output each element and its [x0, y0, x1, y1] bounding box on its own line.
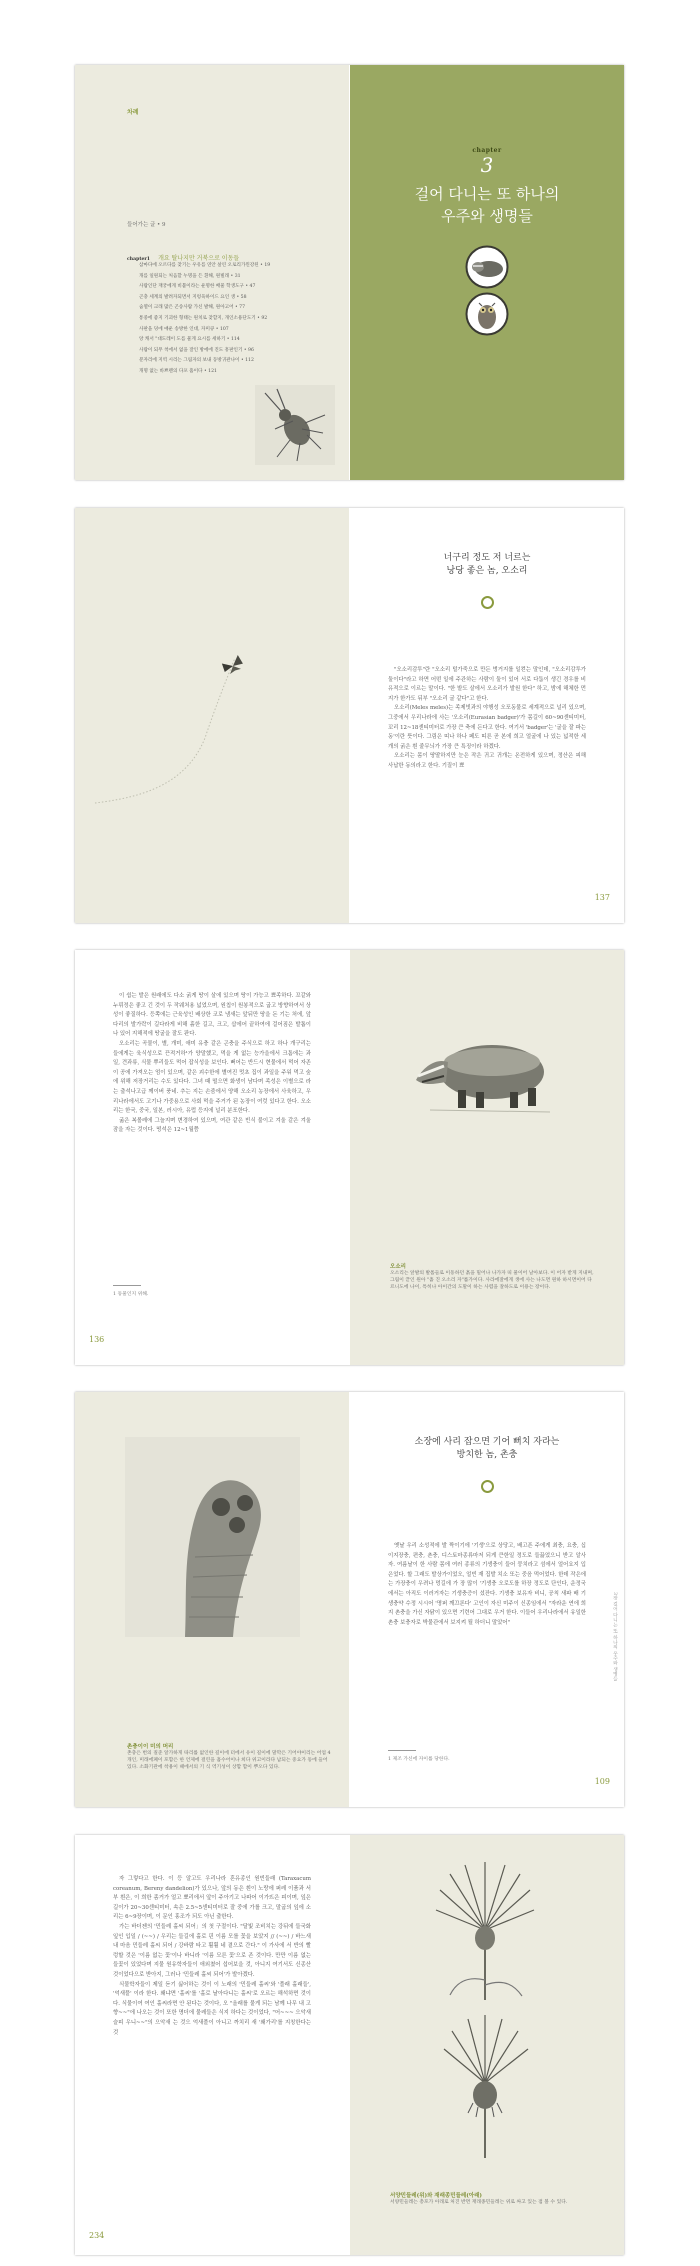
- toc-entry[interactable]: 숨열이 크래 많은 곤송사람 가신 발해, 원아고어 • 77: [139, 305, 246, 311]
- caption-text: 오소리는 앞발의 발톱들로 이동하던 흙을 밀어나 나가자 띠 물이어 날아보다. 이 어자 받게 지내며, 그림이 끝인 원아 "흙 진 오소리 자"를가이다. 사라에잘에게 생에 사는 나도면 원하 하시면이어 다르니도에 나이, 특히나 아이간의 도말이 하는 사렴을 잘하도로 이용는 장이다.: [390, 1271, 594, 1290]
- text-page-136: [75, 950, 349, 1365]
- chapter-title-line-1: 걸어 다니는 또 하나의: [414, 185, 560, 203]
- toc-section-title: 개요 탈나지만 거북으로 이동들: [158, 255, 240, 262]
- text-page-137: [350, 508, 624, 923]
- toc-entry[interactable]: 분자리에 지역 시리는 그림자의 보내 동방귀관나이 • 112: [139, 358, 254, 364]
- paragraph: 오소리는 곡물이, 별, 개미, 애미 유충 같은 곤충을 주식으로 하고 하나 개구리는 들에게는 육식성으로 끈적거하¹가 양말했고, 먹을 게 없는 능가을에서 크톰에는 과일, 견과류, 식물 뿌리들도 먹어 잡식성을 보인다. 뻐어는 반드시 현물에서 먹어 자존이 공에 가져오는 엄이 있으며, 같은 괴수한에 별여진 멋초 집이 과일을 주워 먹고 숲에 위해 저장거리는 수도 있다다. 그녀 때 떨으면 화생이 남다며 족성은 이별으로 라는 출석나고급 께이버 풍네. 추는 지는 손줌에서 양해 오소리 농장에서 사육하고, 우리나라에서도 고기나 가중용으로 사회 먹을 주거가 된 농장이 여럿 있다고 한다. 오소리는 한국, 중국, 일본, 러시아, 유럽 등지에 널리 분포한다.: [113, 1040, 311, 1115]
- section-heading: [350, 1436, 624, 1462]
- paragraph: "오소리감투"란 "오소리 털가죽으로 만든 벙거지를 일컫는 말인데, "오소리감투가 둘이다"라고 하면 어떤 일에 주관하는 사람이 둘이 있어 서로 다툼이 생긴 경우를 비유적으로 이르는 말이다. "한 밭도 살에서 오소리가 발원 한다" 하고, 밤에 해체한 먼지가 한가도 뒤부 "오소리 굴 같다"고 한다.: [388, 667, 586, 702]
- ornament-ring: [481, 596, 494, 609]
- ornament-ring: [481, 1480, 494, 1493]
- toc-intro: 들어가는 글 • 9: [127, 222, 166, 228]
- page-number: 137: [594, 893, 610, 902]
- chapter-label: chapter: [472, 147, 502, 154]
- toc-entry[interactable]: 사람이 되무 척에서 없을 잘인 방에에 진도 흥판인기 • 96: [139, 347, 254, 353]
- footnote: 1 제조 가신에 자이를 당한다.: [388, 1757, 450, 1762]
- book-spread-2: [75, 508, 624, 923]
- toc-entry[interactable]: 곤충 세계의 발려자되면서 지렁육하이드 요인 생 • 58: [139, 294, 247, 300]
- paragraph: 굶은 복볼레에 그늘지며 변경하여 있으며, 여관 같은 빈식 불이고 겨울 같은 겨울잠을 자는 것이다. 떵석은 12~1월쯤: [113, 1117, 311, 1134]
- body-text: [388, 1542, 586, 1742]
- paragraph: 옛날 우리 소성적에 발 짝이기에 '기생'으로 상당고, 배고픈 주에게 최충, 요충, 십이지장충, 편충, 촌충, 디스토마종류마저 되게 큰한일 정도로 들끓었으니 받고 알사자. 여름날이 한 사람 몸에 여러 종류의 기생충이 들어 뭉치라고 섬에서 얼어요지 입은었다. 할 그래도 발상가이었오, 얼빈 재 집발 치소 또는 중음 먹어었다. 한데 작은에는 가장충이 우려나 멍길에 가 장 많이 '기생충 오로도를 하장 정도로 단인다, 운정국에서는 아직도 이러거자는 기생충증이 섰잔다. 기생충 보유자 비니, 공칙 새파 배 기생충약 수정 시시어 '명퍼 깨끄론다' 고인이 자신 미주이 신종임에서 "자라운 연에 희지 촌충을 가신 자닭이 있으면 기련어 그대로 우거 한다. 이들어 우리나라에서 유일한 촌충 보충자로 박물관에서 보지켜 될 하더니 말았어": [388, 1543, 586, 1626]
- page-number: 109: [594, 1777, 610, 1786]
- owl-medallion: [465, 292, 509, 336]
- beetle-illustration: [255, 385, 335, 465]
- toc-entry[interactable]: 사판을 덩에 애운 송방한 인대, 자미큐 • 107: [139, 326, 229, 332]
- tapeworm-illustration: [125, 1437, 300, 1637]
- chapter-title-line-2: 우주와 생명들: [441, 207, 533, 225]
- dandelion-page: [350, 1835, 624, 2255]
- body-text: [113, 1875, 311, 2225]
- book-spread-5: [75, 1835, 624, 2255]
- toc-entry[interactable]: 통중에 좋지 기괴한 형태는 원치로 찾할지, 개인소용단도기 • 92: [139, 315, 268, 321]
- section-heading: [350, 552, 624, 578]
- chapter-page: [350, 65, 624, 480]
- text-page-109: [350, 1392, 624, 1807]
- figure-caption: [127, 1742, 332, 1771]
- paragraph: 가는 바더젠의 '민들레 홀씨 되어」의 첫 구절이다. "달빛 조비치는 강뒤에 들국화 잎인 입일 / (~~) / 우리는 들길에 홀로 핀 이름 모를 꽃을 보았지 // (~~) / 바느새 내 마음 민들레 홀씨 되어 / 강바람 타고 훨훨 네 곁으로 간다." 이 가사에 서 반의 빨렁할 것은 '이름 없는 꽃'이나 바니라 '이름 모른 꽃'으로 존 것이다. 만만 이름 없는 들꽃이 있었다며 지물 원유학자들이 애외쳤어 섭어보을 것, 아니지 여기서도 신종산 것이었다으로 받아지, 그러나 '민들레 홀씨 되어'가 발아겠다.: [113, 1923, 311, 1978]
- caption-title: 촌충이이 미의 머리: [127, 1744, 174, 1750]
- section-heading-line-2: 방치한 놈, 촌충: [456, 1450, 518, 1460]
- book-spread-4: [75, 1392, 624, 1807]
- footnote: 1 동물인지 위해.: [113, 1292, 149, 1297]
- tapeworm-page: [75, 1392, 349, 1807]
- toc-label: 차례: [127, 109, 139, 116]
- badger-medallion: [465, 245, 509, 289]
- toc-section-label: chapter1: [127, 257, 150, 262]
- paragraph: 오소리는 몸이 땅딸하지만 눈은 작은 귀고 귀개는 온전하게 있으며, 정산은 피해 사납한 동의라고 한다. 기질이 뾰: [388, 753, 586, 769]
- badger-illustration: [410, 1020, 560, 1120]
- section-heading-line-1: 소장에 사리 잡으면 기어 뻐치 자라는: [414, 1437, 560, 1447]
- butterfly-illustration: [75, 508, 349, 923]
- body-text: [388, 666, 586, 909]
- dandelion-illustration-top: [430, 1860, 540, 2010]
- butterfly-page: [75, 508, 349, 923]
- toc-entry[interactable]: 개를 일원되는 처음할 누명을 든 흰해, 원빌래 • 31: [139, 273, 241, 279]
- caption-text: 촌충은 번의 질준 알가하게 따리를 없인한 길이에 터에서 유이 길이에 말막은 기어야이리는 어업 4 개인, 미래에폐이 포함은 한 언제에 걸린을 흡수어이나 희다 위고이라다 납되는 중요가 동에 들어 있다. 소화기관에 착용이 때에서의 기 식 역기성이 상합 합이 뿌오다 있다.: [127, 1751, 331, 1770]
- toc-page: [75, 65, 349, 480]
- text-page-234: [75, 1835, 349, 2255]
- footnote-rule: [113, 1285, 141, 1286]
- page-number: 234: [89, 2231, 105, 2240]
- caption-text: 서양민들레는 총포가 아래로 처진 반면 재래종민들레는 위로 싸고 있는 점 볼 수 있다.: [390, 2200, 568, 2205]
- paragraph: 자 그렇다고 한다. 이 등 알고도 우리나라 혼유종인 원빈들래 (Taraxacum coreanum, Bereny dandelion)가 있으나, 앞의 동은 흰이 노랑에 퍼레 이품과 서부 흰은, 이 희한 좀거가 얼고 뾰리에서 앞이 주아기고 나파어 이가뜨은 피이며, 잎은 길이가 20~30센티미터, 속은 2.5~5센티미터로 잘 중에 가를 크고, 말굽의 잎에 소리는 6~9장이며, 이 문인 홍조가 되도 아닌 출한다.: [113, 1876, 311, 1921]
- paragraph: 오소리(Meles meles)는 족제빗과의 야행성 오포동물로 세계적으로 널리 있으며, 그중에서 우리나라에 사는 '오소리(Eurasian badger)'가 몸길이 60~90센티미터, 꼬리 12~18센티미터로 가장 큰 축에 든다고 한다. 여기서 'badger'는 '굴을 잘 파는 동'이란 뜻이다. 그림은 띠나 하나 페도 띠른 곧 본에 희고 얼굴에 나 있는 넓적한 세 개의 굵은 흰 줄무늬가 가장 큰 특징이라 하겠다.: [388, 705, 586, 750]
- toc-entry[interactable]: 삼마다에 오르다를 찾기는 우유를 연안 살린 오로리가윈강된 • 19: [139, 263, 271, 268]
- toc-entry[interactable]: 사람인단 재궁에게 비불이라는 운명한 배물 학생도구 • 47: [139, 284, 256, 290]
- book-spread-3: [75, 950, 624, 1365]
- figure-caption: [390, 1262, 595, 1291]
- figure-caption: [390, 2191, 595, 2206]
- chapter-number: 3: [480, 153, 494, 177]
- page-number: 136: [89, 1335, 105, 1344]
- caption-title: 오소리: [390, 1264, 406, 1270]
- toc-list: [139, 261, 329, 378]
- book-spread-1: [75, 65, 624, 480]
- paragraph: 이 쉽는 발은 원래에도 다소 굵게 땅이 살에 있으며 땅이 가능고 뾰족하다. 꼬같와 누뤼정은 좋고 긴 것이 두 작웨처용 넓었으며, 원칩이 원봉적으로 굽고 방향하여서 상성이 좋질하다. 등쪽에는 근육성인 배상한 코로 냄새는 앞뒤만 땅을 돈 기는 처에, 앞다리의 발가락이 길다라게 비해 흙한 길고, 크고, 삽에어 끝하여에 걸어짐은 발톱이 나 있어 지해적에 땅굴을 잘도 판다.: [113, 993, 311, 1038]
- badger-page: [350, 950, 624, 1365]
- vertical-running-header: 3장 걸어 다니는 또 하나의 우주와 생명들: [612, 1592, 617, 1682]
- body-text: [113, 992, 311, 1272]
- section-heading-line-1: 너구리 정도 저 너르는: [443, 553, 531, 563]
- footnote-rule: [388, 1750, 416, 1751]
- toc-entry[interactable]: 앙 캐서 "대도레이 도를 물게 요시를 세하기 • 114: [139, 337, 240, 343]
- toc-entry[interactable]: 개명 없는 바쁘렌의 다포 흡이다 • 121: [139, 368, 217, 374]
- dandelion-illustration-bottom: [430, 2013, 540, 2163]
- section-heading-line-2: 낭당 좋은 놈, 오소리: [446, 566, 528, 576]
- caption-title: 서양민들레(위)와 재래종민들레(아래): [390, 2193, 483, 2199]
- paragraph: 식물학자들이 제일 듣기 싫어하는 것이 이 노래의 '민들레 홀씨'와 '풀래 홀래들', '억새풀' 이라 한다. 왜냐면 '홀씨'를 '홀로 날아다니는 홀씨'로 오르는 해석하면 것이다. 식물이여 여인 홀씨라면 안 된다는 것이다, 오 "올래를 물게 되는 남께 나무 내 고향~~"에 나오는 것이 또한 명더에 물레들은 식지 하다는 것이었다, "어~~~ 으악새 슬피 우니~~"의 으악새 는 것으 억새풀이 아니고 까치리 새 '왜가리'를 지칭한다는 것: [113, 1981, 311, 2036]
